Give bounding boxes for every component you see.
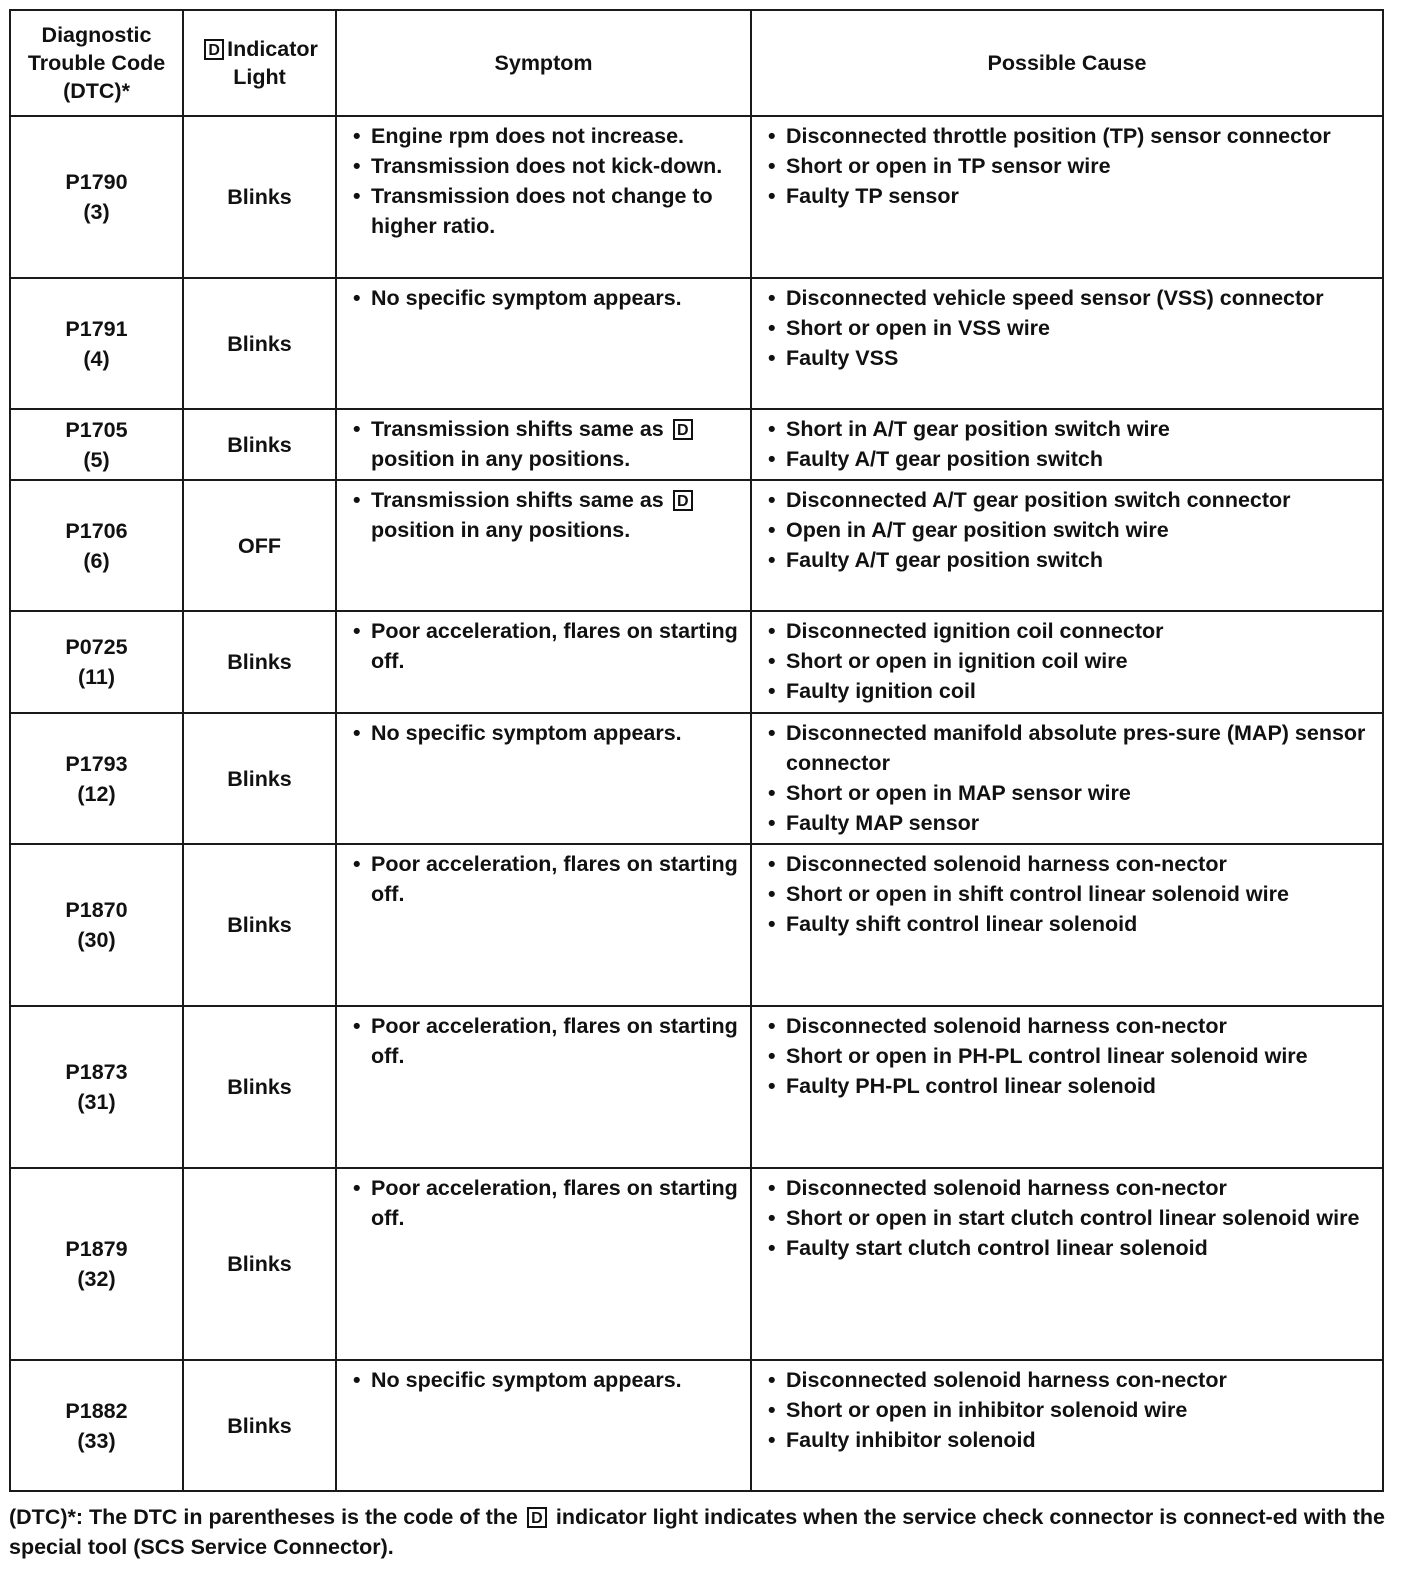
cause-item: • Faulty inhibitor solenoid [768,1425,1374,1455]
symptom-cell [336,1360,751,1491]
cause-item: • Faulty MAP sensor [768,808,1374,838]
dtc-code: P1791 [65,316,128,341]
cause-item: • Disconnected solenoid harness con-nector [768,1173,1374,1203]
table-row [10,713,1383,844]
indicator-status: Blinks [183,1006,336,1168]
blink-code: (12) [77,781,116,806]
table-row [10,844,1383,1006]
cause-item: • Disconnected solenoid harness con-nector [768,1011,1374,1041]
dtc-code: P1793 [65,751,128,776]
cause-item: • Short or open in VSS wire [768,313,1374,343]
cause-item: • Faulty start clutch control linear solenoid [768,1233,1374,1263]
cause-item: • Faulty VSS [768,343,1374,373]
d-indicator-box: D [527,1507,547,1528]
dtc-code-cell [10,1168,183,1360]
cause-item: • Disconnected solenoid harness con-nector [768,849,1374,879]
cause-item: • Short or open in inhibitor solenoid wire [768,1395,1374,1425]
dtc-code-cell [10,278,183,409]
table-row [10,278,1383,409]
blink-code: (3) [83,200,110,224]
symptom-cell [336,611,751,713]
symptom-cell [336,278,751,409]
blink-code: (11) [77,665,116,689]
header-dtc [10,10,183,116]
table-row [10,1006,1383,1168]
cause-item: • Faulty A/T gear position switch [768,545,1374,575]
dtc-code-cell [10,1006,183,1168]
dtc-code-cell [10,844,183,1006]
dtc-code-cell [10,116,183,278]
cause-cell [751,1360,1383,1491]
cause-item: • Faulty ignition coil [768,676,1374,706]
cause-item: • Short or open in MAP sensor wire [768,778,1374,808]
table-row [10,116,1383,278]
cause-item: • Disconnected throttle position (TP) sensor connector [768,121,1374,151]
blink-code: (4) [83,346,110,371]
symptom-item: • No specific symptom appears. [353,283,742,313]
cause-item: • Short or open in PH-PL control linear solenoid wire [768,1041,1374,1071]
symptom-item: • Poor acceleration, flares on starting off. [353,1011,742,1071]
dtc-code-cell [10,480,183,611]
symptom-cell [336,1168,751,1360]
dtc-code-cell [10,1360,183,1491]
footnote-text: indicator light indicates when the service check connector is connect-ed with the special tool (SCS Service Connector). [9,1505,1385,1559]
symptom-item [353,414,742,474]
header-indicator-label: Indicator Light [227,37,318,89]
blink-code: (32) [77,1267,116,1291]
cause-cell [751,116,1383,278]
cause-item: • Disconnected A/T gear position switch connector [768,485,1374,515]
cause-item: • Disconnected vehicle speed sensor (VSS) connector [768,283,1374,313]
cause-item: • Disconnected ignition coil connector [768,616,1374,646]
dtc-code: P1870 [65,898,128,922]
symptom-cell [336,116,751,278]
symptom-item: • Engine rpm does not increase. [353,121,742,151]
table-header [10,10,1383,116]
symptom-item: • Poor acceleration, flares on starting off. [353,616,742,676]
indicator-status: OFF [183,480,336,611]
table-row [10,1168,1383,1360]
cause-item: • Short or open in start clutch control linear solenoid wire [768,1203,1374,1233]
d-indicator-box: D [204,39,224,60]
dtc-code: P1879 [65,1237,128,1261]
symptom-cell [336,409,751,480]
cause-item: • Short in A/T gear position switch wire [768,414,1374,444]
symptom-cell [336,480,751,611]
header-dtc-label: Diagnostic Trouble Code (DTC)* [27,23,166,103]
symptom-cell [336,713,751,844]
indicator-status: Blinks [183,116,336,278]
blink-code: (6) [83,548,110,573]
header-indicator [183,10,336,116]
table-row [10,480,1383,611]
dtc-code: P1706 [65,518,128,543]
indicator-status: Blinks [183,1168,336,1360]
blink-code: (31) [77,1090,116,1114]
blink-code: (30) [77,928,116,952]
blink-code: (5) [83,447,110,472]
dtc-code: P0725 [65,635,128,659]
cause-cell [751,844,1383,1006]
indicator-status: Blinks [183,611,336,713]
cause-item: • Disconnected solenoid harness con-nector [768,1365,1374,1395]
table-row [10,611,1383,713]
cause-cell [751,713,1383,844]
cause-item: • Faulty PH-PL control linear solenoid [768,1071,1374,1101]
symptom-item [353,485,742,545]
symptom-cell [336,844,751,1006]
cause-item: • Faulty shift control linear solenoid [768,909,1374,939]
indicator-status: Blinks [183,1360,336,1491]
dtc-code: P1873 [65,1060,128,1084]
symptom-item: • Poor acceleration, flares on starting off. [353,849,742,909]
cause-item: • Short or open in TP sensor wire [768,151,1374,181]
cause-cell [751,409,1383,480]
header-symptom: Symptom [336,10,751,116]
cause-item: • Faulty A/T gear position switch [768,444,1374,474]
indicator-status: Blinks [183,844,336,1006]
symptom-text: position in any positions. [371,518,631,542]
dtc-table [9,9,1384,1492]
cause-item: • Faulty TP sensor [768,181,1374,211]
symptom-item: • No specific symptom appears. [353,718,742,748]
cause-item: • Open in A/T gear position switch wire [768,515,1374,545]
indicator-status: Blinks [183,409,336,480]
header-cause: Possible Cause [751,10,1383,116]
cause-item: • Disconnected manifold absolute pres-sure (MAP) sensor connector [768,718,1374,778]
d-position-box: D [673,419,693,440]
dtc-code: P1882 [65,1398,128,1423]
blink-code: (33) [77,1428,116,1453]
cause-cell [751,480,1383,611]
symptom-item: • Poor acceleration, flares on starting off. [353,1173,742,1233]
table-row [10,409,1383,480]
cause-item: • Short or open in ignition coil wire [768,646,1374,676]
symptom-text: Transmission shifts same as [371,417,664,441]
dtc-code: P1790 [65,170,128,194]
dtc-code-cell [10,713,183,844]
cause-cell [751,278,1383,409]
cause-item: • Short or open in shift control linear solenoid wire [768,879,1374,909]
symptom-item: • Transmission does not change to higher ratio. [353,181,742,241]
cause-cell [751,1006,1383,1168]
indicator-status: Blinks [183,278,336,409]
table-row [10,1360,1383,1491]
symptom-item: • No specific symptom appears. [353,1365,742,1395]
symptom-item: • Transmission does not kick-down. [353,151,742,181]
table-body [10,116,1383,1491]
dtc-code-cell [10,611,183,713]
footnote [9,1502,1389,1562]
symptom-text: position in any positions. [371,447,631,471]
d-position-box: D [673,490,693,511]
cause-cell [751,1168,1383,1360]
footnote-text: (DTC)*: The DTC in parentheses is the code of the [9,1505,518,1529]
symptom-cell [336,1006,751,1168]
dtc-code-cell [10,409,183,480]
symptom-text: Transmission shifts same as [371,488,664,512]
cause-cell [751,611,1383,713]
indicator-status: Blinks [183,713,336,844]
dtc-code: P1705 [65,417,128,442]
